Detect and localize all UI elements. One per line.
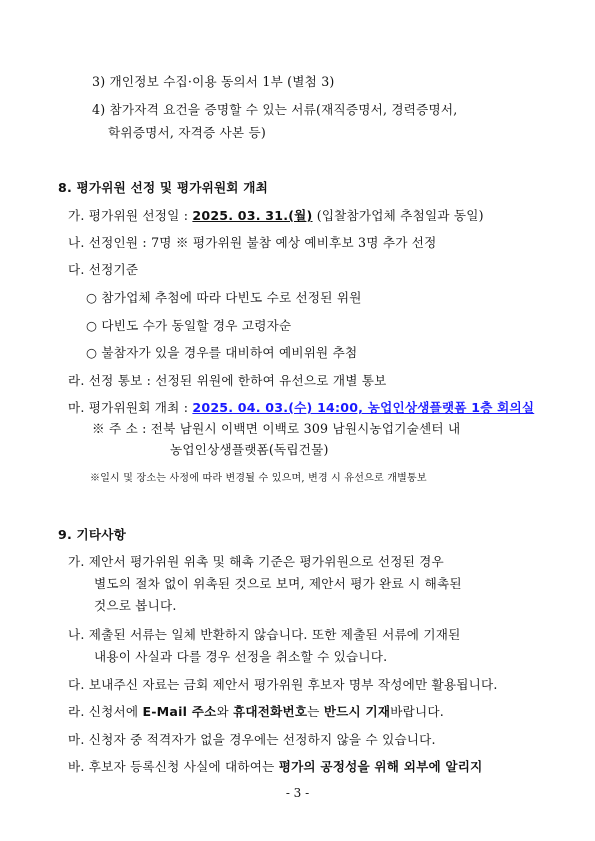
criteria-item: ○ 참가업체 추첨에 따라 다빈도 수로 선정된 위원 bbox=[86, 290, 362, 305]
section-9-da: 다. 보내주신 자료는 금회 제안서 평가위원 후보자 명부 작성에만 활용됩니다. bbox=[68, 677, 498, 692]
section-8-ma-label: 마. 평가위원회 개최 : bbox=[68, 400, 193, 415]
section-8-da: 다. 선정기준 bbox=[68, 262, 139, 277]
address-line1: ※ 주 소 : 전북 남원시 이백면 이백로 309 남원시농업기술센터 내 bbox=[92, 421, 461, 436]
section-9-ra-text: 라. 신청서에 bbox=[68, 704, 143, 719]
section-8-ra: 라. 선정 통보 : 선정된 위원에 한하여 유선으로 개별 통보 bbox=[68, 373, 387, 388]
section-8-title: 8. 평가위원 선정 및 평가위원회 개최 bbox=[58, 180, 268, 195]
section-8-na: 나. 선정인원 : 7명 ※ 평가위원 불참 예상 예비후보 3명 추가 선정 bbox=[68, 235, 437, 250]
email-emphasis: E-Mail 주소 bbox=[142, 704, 217, 719]
must-fill-emphasis: 반드시 기재 bbox=[323, 704, 391, 719]
section-8-ga-note: (입찰참가업체 추첨일과 동일) bbox=[312, 208, 484, 223]
criteria-item: ○ 다빈도 수가 동일할 경우 고령자순 bbox=[86, 318, 292, 333]
attachment-item-4-line1: 4) 참가자격 요건을 증명할 수 있는 서류(재직증명서, 경력증명서, bbox=[92, 102, 458, 117]
section-9-ga-line1: 가. 제안서 평가위원 위촉 및 해촉 기준은 평가위원으로 선정된 경우 bbox=[68, 554, 444, 569]
section-8-ma bbox=[68, 400, 534, 416]
section-9-ba-text: 바. 후보자 등록신청 사실에 대하여는 bbox=[68, 759, 279, 774]
section-8-ga-label: 가. 평가위원 선정일 : bbox=[68, 208, 193, 223]
section-9-ga-line3: 것으로 봅니다. bbox=[94, 598, 177, 613]
phone-emphasis: 휴대전화번호 bbox=[233, 704, 308, 719]
section-9-ra-text: 와 bbox=[216, 704, 234, 719]
section-9-ra-text: 는 bbox=[307, 704, 324, 719]
address-line2: 농업인상생플랫폼(독립건물) bbox=[170, 442, 329, 457]
page-number: - 3 - bbox=[285, 786, 310, 800]
meeting-datetime-venue: 2025. 04. 03.(수) 14:00, 농업인상생플랫폼 1층 회의실 bbox=[192, 400, 535, 415]
fairness-emphasis: 평가의 공정성을 위해 외부에 알리지 bbox=[278, 759, 483, 774]
attachment-item-3: 3) 개인정보 수집·이용 동의서 1부 (별첨 3) bbox=[92, 74, 335, 89]
section-9-title: 9. 기타사항 bbox=[58, 527, 126, 542]
attachment-item-4-line2: 학위증명서, 자격증 사본 등) bbox=[108, 125, 266, 140]
section-9-ga-line2: 별도의 절차 없이 위촉된 것으로 보며, 제안서 평가 완료 시 해촉된 bbox=[94, 576, 462, 591]
selection-date: 2025. 03. 31.(월) bbox=[192, 208, 313, 223]
section-9-na-line2: 내용이 사실과 다를 경우 선정을 취소할 수 있습니다. bbox=[94, 649, 388, 664]
section-9-na-line1: 나. 제출된 서류는 일체 반환하지 않습니다. 또한 제출된 서류에 기재된 bbox=[68, 627, 461, 642]
section-9-ra-text: 바랍니다. bbox=[390, 704, 444, 719]
section-9-ra bbox=[68, 704, 444, 720]
section-9-ma: 마. 신청자 중 적격자가 없을 경우에는 선정하지 않을 수 있습니다. bbox=[68, 732, 436, 747]
section-8-ga bbox=[68, 208, 484, 224]
schedule-change-note: ※일시 및 장소는 사정에 따라 변경될 수 있으며, 변경 시 유선으로 개별통보 bbox=[90, 473, 427, 484]
section-9-ba bbox=[68, 759, 483, 775]
criteria-item: ○ 불참자가 있을 경우를 대비하여 예비위원 추첨 bbox=[86, 345, 358, 360]
